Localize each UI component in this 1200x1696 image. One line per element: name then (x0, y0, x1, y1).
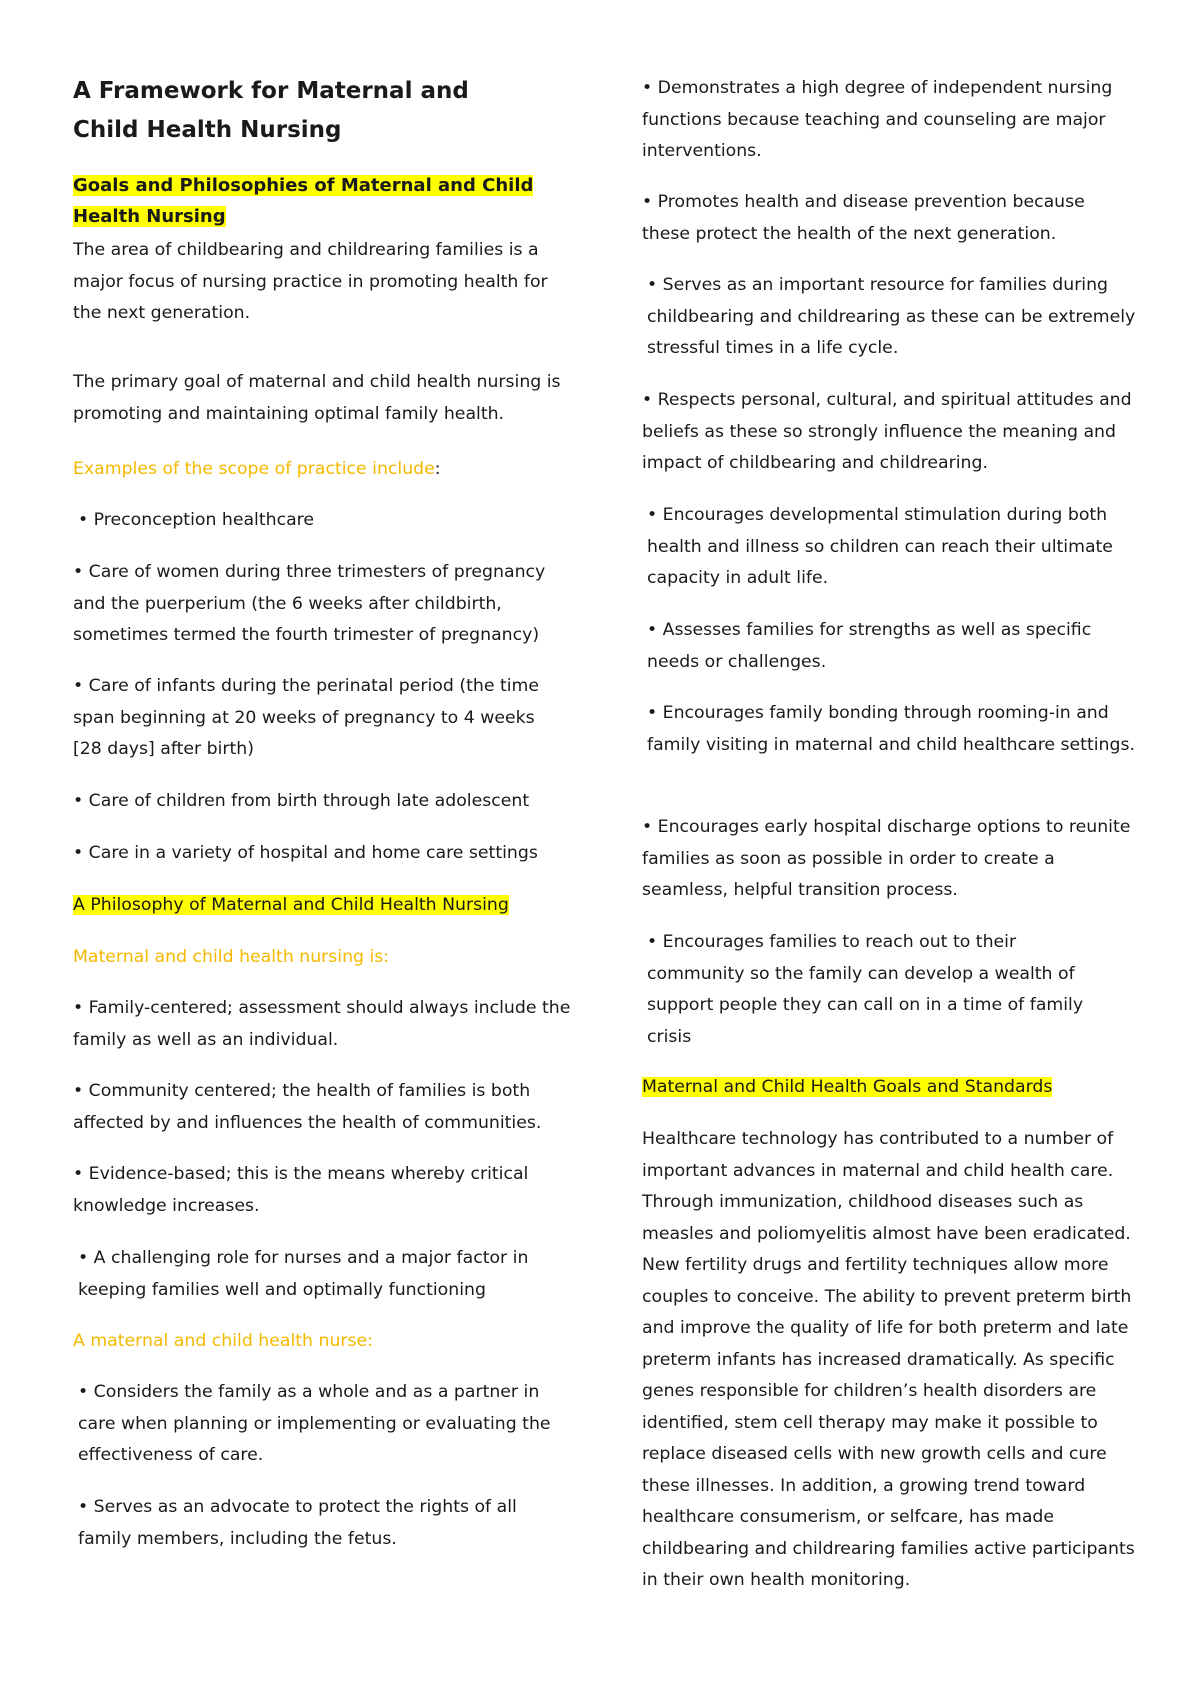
is-item: • Family-centered; assessment should always include the family as well as an individual. (73, 998, 571, 1050)
goals-heading (73, 170, 573, 232)
standards-paragraph: Healthcare technology has contributed to a number of important advances in maternal and child health care. Through immunization, childhood diseases such as measles and poliomyelitis almost have been eradicated. New fertility drugs and fertility techniques allow more couples to conceive. The ability to prevent preterm birth and improve the quality of life for both preterm and late preterm infants has increased dramatically. As specific genes responsible for children’s health disorders are identified, stem cell therapy may make it possible to replace diseased cells with new growth cells and cure these illnesses. In addition, a growing trend toward healthcare consumerism, or selfcare, has made childbearing and childrearing families active participants in their own health monitoring. (642, 1129, 1135, 1590)
intro-paragraph-1: The area of childbearing and childrearing families is a major focus of nursing practice in promoting health for the next generation. (73, 240, 548, 323)
nurse-item: • Promotes health and disease prevention because these protect the health of the next generation. (642, 192, 1085, 244)
nurse-item: • Encourages early hospital discharge options to reunite families as soon as possible in order to create a seamless, helpful transition process. (642, 817, 1131, 900)
nurse-item: • Respects personal, cultural, and spiritual attitudes and beliefs as these so strongly influence the meaning and impact of childbearing and childrearing. (642, 390, 1132, 473)
nurse-item: • Encourages families to reach out to their community so the family can develop a wealth of support people they can call on in a time of family crisis (647, 932, 1084, 1047)
nurse-item: • Serves as an advocate to protect the rights of all family members, including the fetus. (78, 1497, 517, 1549)
is-item: • Community centered; the health of families is both affected by and influences the health of communities. (73, 1081, 542, 1133)
nurse-item: • Serves as an important resource for families during childbearing and childrearing as these can be extremely stressful times in a life cycle. (647, 275, 1136, 358)
nurse-label: A maternal and child health nurse: (73, 1331, 373, 1351)
scope-label-colon: : (434, 459, 441, 479)
is-label: Maternal and child health nursing is: (73, 947, 390, 967)
nurse-item: • Assesses families for strengths as well as specific needs or challenges. (647, 620, 1092, 672)
nurse-item: • Demonstrates a high degree of independent nursing functions because teaching and counseling are major interventions. (642, 78, 1113, 161)
standards-heading-text: Maternal and Child Health Goals and Standards (642, 1077, 1053, 1097)
nurse-item: • Considers the family as a whole and as a partner in care when planning or implementing or evaluating the effectiveness of care. (78, 1382, 551, 1465)
nurse-item: • Encourages developmental stimulation during both health and illness so children can reach their ultimate capacity in adult life. (647, 505, 1113, 588)
intro-paragraph-2: The primary goal of maternal and child health nursing is promoting and maintaining optimal family health. (73, 372, 561, 424)
scope-item: • Preconception healthcare (78, 510, 315, 530)
scope-item: • Care in a variety of hospital and home care settings (73, 843, 538, 863)
scope-label-text: Examples of the scope of practice include (73, 459, 435, 479)
scope-item: • Care of women during three trimesters of pregnancy and the puerperium (the 6 weeks after childbirth, sometimes termed the fourth trimester of pregnancy) (73, 562, 546, 645)
is-item: • Evidence-based; this is the means whereby critical knowledge increases. (73, 1164, 529, 1216)
philosophy-heading (73, 890, 509, 922)
scope-item: • Care of children from birth through late adolescent (73, 791, 530, 811)
nurse-item: • Encourages family bonding through rooming-in and family visiting in maternal and child healthcare settings. (647, 703, 1135, 755)
scope-item: • Care of infants during the perinatal period (the time span beginning at 20 weeks of pregnancy to 4 weeks [28 days] after birth) (73, 676, 539, 759)
philosophy-heading-text: A Philosophy of Maternal and Child Health Nursing (73, 895, 509, 915)
is-item: • A challenging role for nurses and a major factor in keeping families well and optimally functioning (78, 1248, 529, 1300)
standards-heading (642, 1072, 1052, 1104)
document-title: A Framework for Maternal and Child Health Nursing (73, 78, 469, 143)
scope-label (73, 454, 441, 486)
goals-heading-text: Goals and Philosophies of Maternal and Child Health Nursing (73, 175, 534, 227)
